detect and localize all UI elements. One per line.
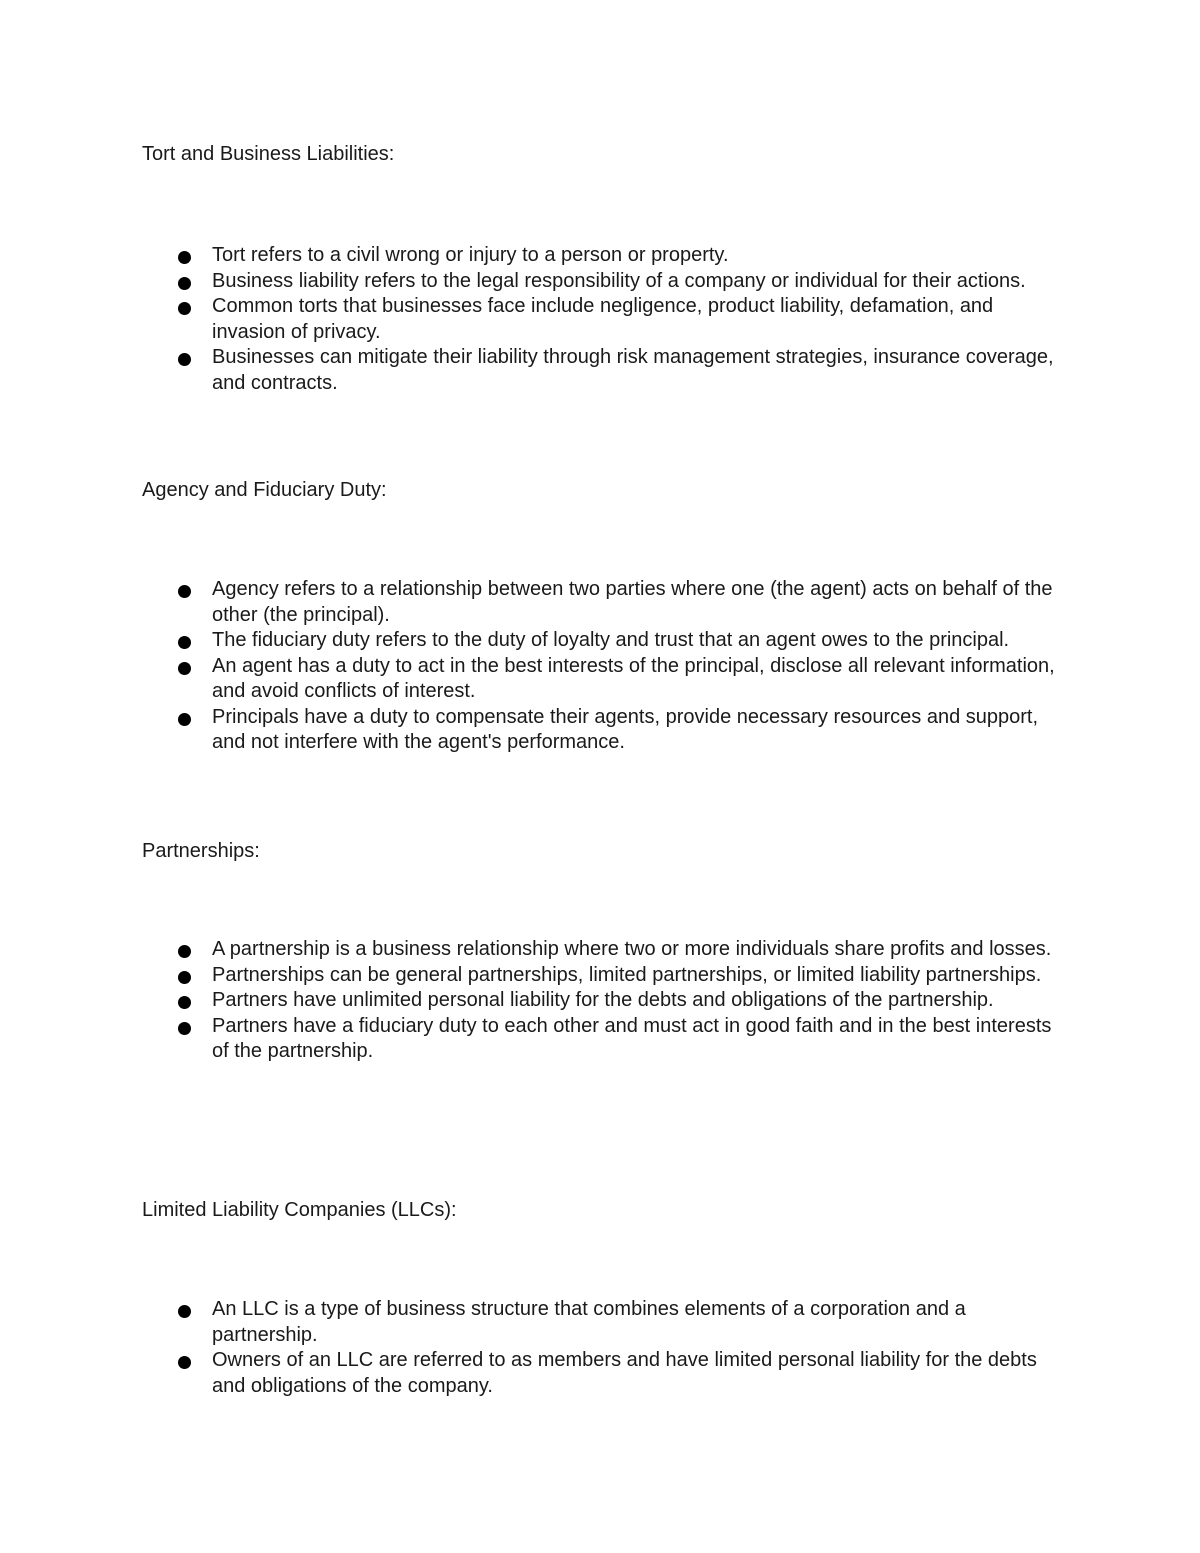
- bullet-icon: [178, 971, 191, 984]
- list-item: [142, 654, 1072, 705]
- list-item: [142, 243, 1072, 269]
- list-item: [142, 269, 1072, 295]
- list-item: [142, 345, 1072, 396]
- bullet-icon: [178, 302, 191, 315]
- list-item: [142, 988, 1072, 1014]
- list-item: [142, 963, 1072, 989]
- section-partnerships: [142, 838, 1072, 1062]
- list-item: [142, 705, 1072, 756]
- list-item: [142, 1297, 1072, 1348]
- bullet-icon: [178, 945, 191, 958]
- bullet-list: [142, 243, 1072, 396]
- list-item-text: A partnership is a business relationship where two or more individuals share profits and losses.: [212, 938, 1052, 960]
- list-item-text: Owners of an LLC are referred to as members and have limited personal liability for the debts and obligations of the company.: [212, 1349, 1037, 1397]
- list-item-text: The fiduciary duty refers to the duty of loyalty and trust that an agent owes to the principal.: [212, 629, 1010, 651]
- bullet-icon: [178, 1305, 191, 1318]
- bullet-icon: [178, 713, 191, 726]
- list-item: [142, 1014, 1072, 1065]
- bullet-icon: [178, 353, 191, 366]
- list-item-text: Partners have a fiduciary duty to each other and must act in good faith and in the best interests of the partnership.: [212, 1014, 1052, 1062]
- list-item: [142, 937, 1072, 963]
- list-item: [142, 628, 1072, 654]
- bullet-icon: [178, 585, 191, 598]
- section-heading: Tort and Business Liabilities:: [142, 143, 395, 165]
- list-item: [142, 1348, 1072, 1399]
- section-tort-business-liabilities: [142, 141, 1072, 394]
- bullet-list: [142, 937, 1072, 1065]
- list-item-text: An agent has a duty to act in the best interests of the principal, disclose all relevant information, and avoid conflicts of interest.: [212, 654, 1055, 702]
- bullet-icon: [178, 277, 191, 290]
- list-item-text: Tort refers to a civil wrong or injury to a person or property.: [212, 244, 729, 266]
- section-llcs: [142, 1197, 1072, 1397]
- list-item-text: Businesses can mitigate their liability through risk management strategies, insurance coverage, and contracts.: [212, 346, 1054, 394]
- bullet-icon: [178, 996, 191, 1009]
- list-item: [142, 577, 1072, 628]
- list-item-text: Partners have unlimited personal liability for the debts and obligations of the partnership.: [212, 989, 994, 1011]
- list-item-text: Agency refers to a relationship between two parties where one (the agent) acts on behalf of the other (the principal).: [212, 578, 1053, 626]
- section-heading: Agency and Fiduciary Duty:: [142, 479, 387, 501]
- section-agency-fiduciary-duty: [142, 477, 1072, 753]
- bullet-list: [142, 1297, 1072, 1399]
- list-item-text: Partnerships can be general partnerships, limited partnerships, or limited liability partnerships.: [212, 963, 1042, 986]
- bullet-icon: [178, 636, 191, 649]
- bullet-list: [142, 577, 1072, 756]
- section-heading: Limited Liability Companies (LLCs):: [142, 1199, 457, 1221]
- list-item-text: Business liability refers to the legal responsibility of a company or individual for their actions.: [212, 269, 1026, 292]
- list-item-text: An LLC is a type of business structure that combines elements of a corporation and a partnership.: [212, 1298, 966, 1346]
- list-item-text: Common torts that businesses face include negligence, product liability, defamation, and invasion of privacy.: [212, 295, 994, 343]
- bullet-icon: [178, 1356, 191, 1369]
- section-heading: Partnerships:: [142, 840, 260, 862]
- bullet-icon: [178, 662, 191, 675]
- bullet-icon: [178, 1022, 191, 1035]
- bullet-icon: [178, 251, 191, 264]
- list-item: [142, 294, 1072, 345]
- list-item-text: Principals have a duty to compensate their agents, provide necessary resources and support, and not interfere with the agent's performance.: [212, 705, 1039, 753]
